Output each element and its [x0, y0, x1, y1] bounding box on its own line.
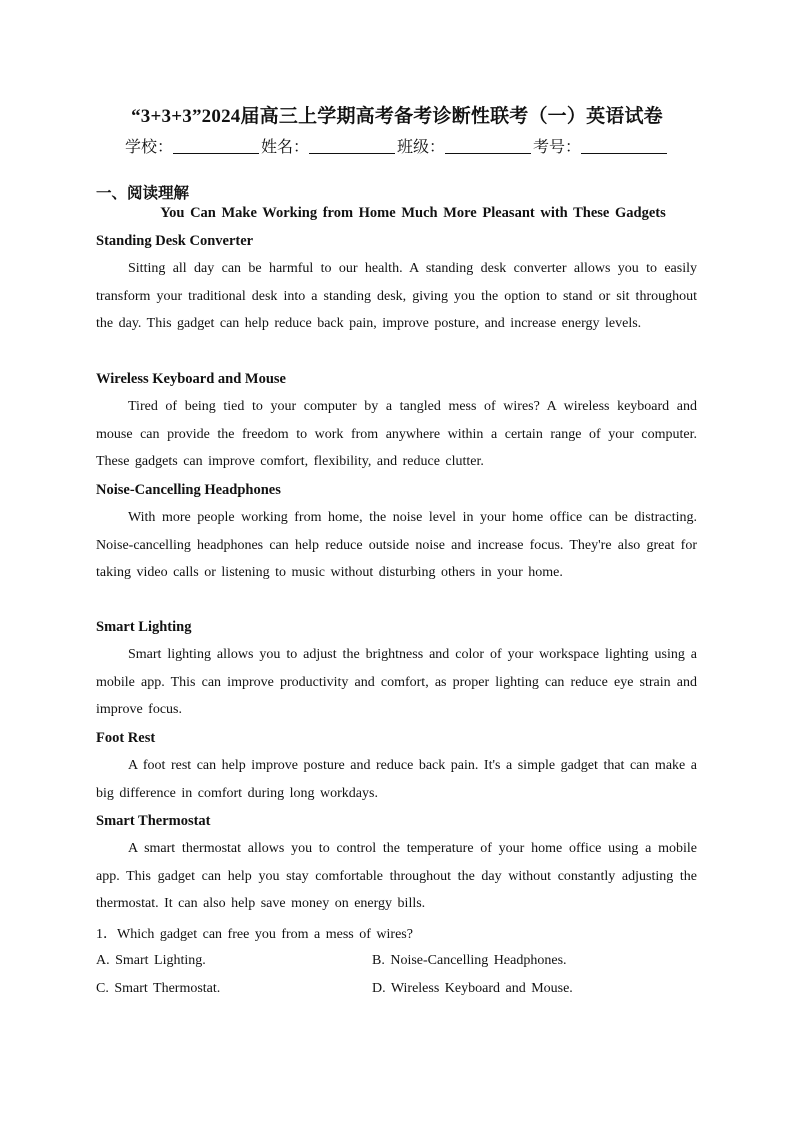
name-label: 姓名：	[260, 139, 309, 156]
class-blank	[445, 139, 531, 154]
student-info-line	[0, 134, 794, 157]
school-label: 学校：	[124, 139, 173, 156]
option-a[interactable]: A. Smart Lighting.	[96, 953, 206, 968]
passage-title: You Can Make Working from Home Much More Pleasant with These Gadgets	[160, 205, 666, 221]
gadget-paragraph: Smart lighting allows you to adjust the brightness and color of your workspace lighting using a mobile app. This can improve productivity and comfort, as proper lighting can reduce eye strain and improve focus.	[96, 647, 697, 718]
gadget-heading: Smart Thermostat	[96, 813, 211, 829]
gadget-heading: Wireless Keyboard and Mouse	[96, 371, 286, 387]
school-field	[125, 134, 261, 157]
gadget-paragraph: A smart thermostat allows you to control the temperature of your home office using a mobile app. This gadget can help you stay comfortable throughout the day without constantly adjusting the thermostat. It can also help save money on energy bills.	[96, 841, 697, 912]
exam-number-field	[533, 134, 669, 157]
section-title: 一、阅读理解	[96, 185, 190, 202]
question-stem: 1．Which gadget can free you from a mess of wires?	[96, 927, 413, 942]
exam-number-label: 考号：	[533, 139, 582, 156]
gadget-heading: Smart Lighting	[96, 619, 192, 635]
school-blank	[173, 139, 259, 154]
class-field	[397, 134, 533, 157]
gadget-heading: Noise-Cancelling Headphones	[96, 482, 281, 498]
option-d[interactable]: D. Wireless Keyboard and Mouse.	[372, 981, 573, 996]
option-b[interactable]: B. Noise-Cancelling Headphones.	[372, 953, 567, 968]
gadget-paragraph: Tired of being tied to your computer by a tangled mess of wires? A wireless keyboard and mouse can provide the freedom to work from anywhere within a certain range of your computer. These gadgets can improve comfort, flexibility, and reduce clutter.	[96, 399, 697, 470]
gadget-paragraph: With more people working from home, the noise level in your home office can be distracting. Noise-cancelling headphones can help reduce outside noise and increase focus. They're also great for taking video calls or listening to music without disturbing others in your home.	[96, 510, 697, 581]
exam-number-blank	[581, 139, 667, 154]
gadget-heading: Standing Desk Converter	[96, 233, 254, 249]
gadget-paragraph: Sitting all day can be harmful to our health. A standing desk converter allows you to easily transform your traditional desk into a standing desk, giving you the option to stand or sit throughout the day. This gadget can help reduce back pain, improve posture, and increase energy levels.	[96, 261, 697, 332]
option-c[interactable]: C. Smart Thermostat.	[96, 981, 221, 996]
gadget-paragraph: A foot rest can help improve posture and reduce back pain. It's a simple gadget that can make a big difference in comfort during long workdays.	[96, 758, 697, 801]
gadget-heading: Foot Rest	[96, 730, 156, 746]
name-field	[261, 134, 397, 157]
exam-title: “3+3+3”2024届高三上学期高考备考诊断性联考（一）英语试卷	[131, 106, 663, 127]
name-blank	[309, 139, 395, 154]
class-label: 班级：	[397, 139, 446, 156]
